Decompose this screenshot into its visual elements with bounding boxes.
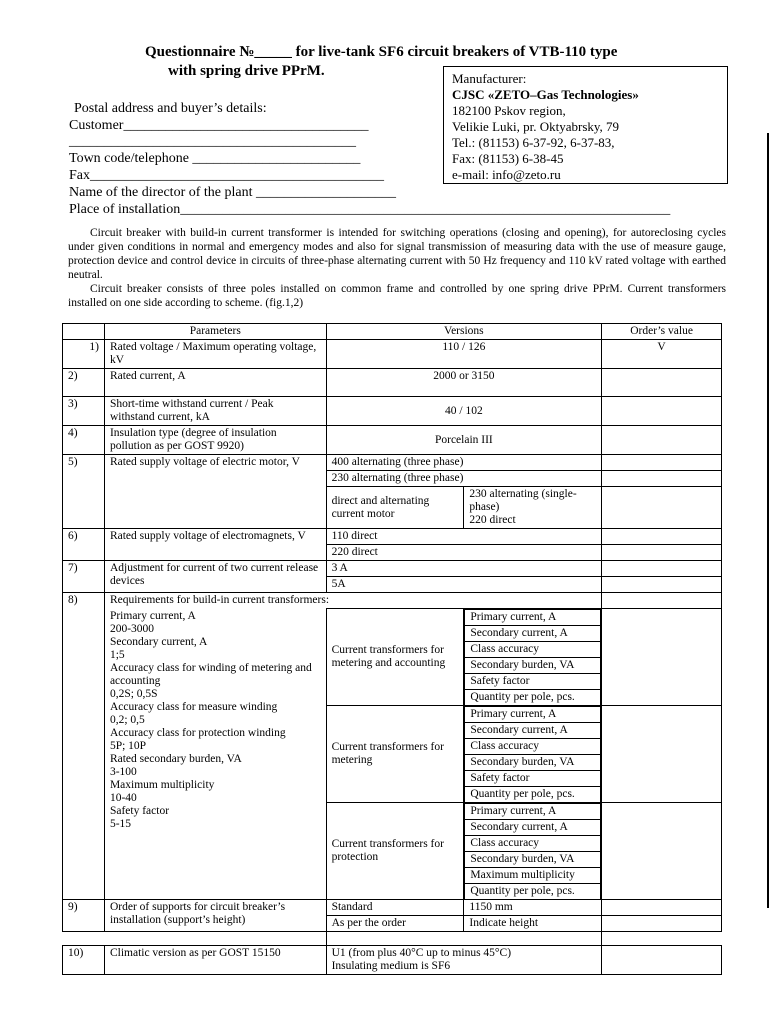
document-title: Questionnaire №_____ for live-tank SF6 circuit breakers of VTB-110 type	[145, 44, 618, 60]
spacer-row	[63, 932, 722, 946]
table-row: 230 alternating (three phase)	[63, 471, 722, 487]
table-row: Primary current, A 200-3000 Secondary current, A 1;5 Accuracy class for winding of metering and accounting 0,2S; 0,5S Accuracy class for measure winding 0,2; 0,5 Accuracy class for protection winding 5P; 10P Rated secondary burden, VA 3-100 Maximum multiplicity 10-40 Safety factor 5-15 Current transformers for metering and accounting Primary current, A Secondary current, A Class accuracy Secondary burden, VA Safety factor Quantity per pole, pcs.	[63, 609, 722, 706]
intro-paragraph-1: Circuit breaker with build-in current transformer is intended for switching operations (closing and opening), for autoreclosing cycles under given conditions in normal and emergency modes and also for signal transmission of measuring data with the use of measure gauge, protection device and control device in circuits of three-phase alternating current with 50 Hz frequency and 110 kV rated voltage with earthed neutral.	[68, 227, 726, 281]
table-row: Current transformers for metering Primary current, A Secondary current, A Class accuracy Secondary burden, VA Safety factor Quantity per pole, pcs.	[63, 706, 722, 803]
table-row: direct and alternating current motor 230 alternating (single-phase) 220 direct	[63, 487, 722, 529]
order-value-cell[interactable]	[602, 455, 722, 471]
intro-text	[68, 226, 726, 310]
header-versions: Versions	[326, 324, 602, 340]
place-of-installation-field[interactable]: Place of installation______________________________________________________________________	[69, 202, 671, 217]
order-value-cell[interactable]	[602, 706, 722, 803]
order-value-cell[interactable]	[602, 397, 722, 426]
manufacturer-box	[443, 66, 728, 184]
table-header-row	[63, 324, 722, 340]
manufacturer-tel: Tel.: (81153) 6-37-92, 6-37-83,	[452, 135, 615, 150]
customer-field[interactable]: Customer___________________________________	[69, 118, 369, 133]
table-row: Current transformers for protection Primary current, A Secondary current, A Class accuracy Secondary burden, VA Maximum multiplicity Quantity per pole, pcs.	[63, 803, 722, 900]
order-value-cell[interactable]	[602, 487, 722, 529]
manufacturer-fax: Fax: (81153) 6-38-45	[452, 151, 564, 166]
manufacturer-name: CJSC «ZETO–Gas Technologies»	[452, 87, 639, 102]
postal-label: Postal address and buyer’s details:	[74, 101, 267, 116]
table-row: 10) Climatic version as per GOST 15150 U1 (from plus 40°C up to minus 45°C) Insulating medium is SF6	[63, 946, 722, 975]
document-subtitle: with spring drive PPrM.	[168, 63, 325, 79]
table-row: 6) Rated supply voltage of electromagnets, V 110 direct	[63, 529, 722, 545]
order-value-cell[interactable]	[602, 577, 722, 593]
table-row: As per the order Indicate height	[63, 916, 722, 932]
order-value-cell[interactable]	[602, 946, 722, 975]
table-row: 4) Insulation type (degree of insulation pollution as per GOST 9920) Porcelain III	[63, 426, 722, 455]
table-row: 5A	[63, 577, 722, 593]
table-row: 9) Order of supports for circuit breaker’s installation (support’s height) Standard 1150 mm	[63, 900, 722, 916]
order-value-cell[interactable]	[602, 900, 722, 916]
town-telephone-field[interactable]: Town code/telephone ________________________	[69, 151, 361, 166]
ct-requirements-list: Primary current, A 200-3000 Secondary current, A 1;5 Accuracy class for winding of metering and accounting 0,2S; 0,5S Accuracy class for measure winding 0,2; 0,5 Accuracy class for protection winding 5P; 10P Rated secondary burden, VA 3-100 Maximum multiplicity 10-40 Safety factor 5-15	[104, 609, 326, 900]
table-row: 220 direct	[63, 545, 722, 561]
order-value-cell[interactable]	[602, 803, 722, 900]
table-row: 3) Short-time withstand current / Peak withstand current, kA 40 / 102	[63, 397, 722, 426]
order-value-cell[interactable]	[602, 369, 722, 397]
questionnaire-table	[62, 323, 722, 975]
manufacturer-label: Manufacturer:	[452, 71, 527, 86]
table-row: 8) Requirements for build-in current transformers:	[63, 593, 722, 609]
order-value-cell[interactable]	[602, 545, 722, 561]
director-field[interactable]: Name of the director of the plant ____________________	[69, 185, 396, 200]
page-edge-line	[767, 133, 769, 908]
table-row: 5) Rated supply voltage of electric motor, V 400 alternating (three phase)	[63, 455, 722, 471]
order-value-cell[interactable]: V	[602, 340, 722, 369]
table-row: 7) Adjustment for current of two current release devices 3 A	[63, 561, 722, 577]
header-order-value: Order’s value	[602, 324, 722, 340]
intro-paragraph-2: Circuit breaker consists of three poles installed on common frame and controlled by one spring drive PPrM. Current transformers installed on one side according to scheme. (fig.1,2)	[68, 283, 726, 309]
order-value-cell[interactable]	[602, 609, 722, 706]
fax-field[interactable]: Fax__________________________________________	[69, 168, 384, 183]
manufacturer-address2: Velikie Luki, pr. Oktyabrsky, 79	[452, 119, 620, 134]
manufacturer-email: e-mail: info@zeto.ru	[452, 167, 561, 182]
order-value-cell[interactable]	[602, 561, 722, 577]
order-value-cell[interactable]	[602, 471, 722, 487]
manufacturer-address1: 182100 Pskov region,	[452, 103, 566, 118]
table-row: 2) Rated current, A 2000 or 3150	[63, 369, 722, 397]
header-parameters: Parameters	[104, 324, 326, 340]
order-value-cell[interactable]	[602, 426, 722, 455]
table-row: 1) Rated voltage / Maximum operating voltage, kV 110 / 126 V	[63, 340, 722, 369]
order-value-cell[interactable]	[602, 529, 722, 545]
order-value-cell[interactable]	[602, 916, 722, 932]
customer-line-2[interactable]: _________________________________________	[69, 134, 356, 149]
